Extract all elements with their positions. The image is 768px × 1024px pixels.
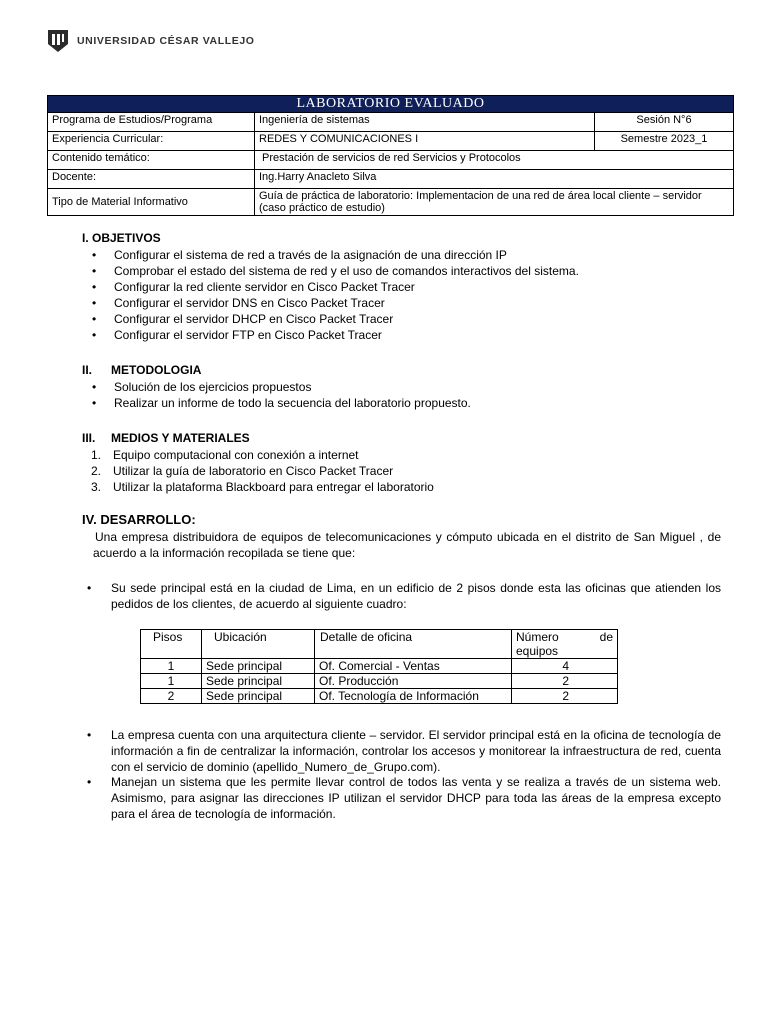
desarrollo-intro: Una empresa distribuidora de equipos de telecomunicaciones y cómputo ubicada en el distrito de San Miguel , de acuerdo a la información recopilada se tiene que: xyxy=(93,530,721,560)
header-value: Ing.Harry Anacleto Silva xyxy=(255,170,734,189)
column-header: Ubicación xyxy=(202,630,315,659)
header-label: Tipo de Material Informativo xyxy=(48,189,255,216)
list-item: • Configurar la red cliente servidor en Cisco Packet Tracer xyxy=(92,280,415,294)
list-item: • Solución de los ejercicios propuestos xyxy=(92,380,312,394)
ucv-shield-icon xyxy=(47,29,69,53)
list-item: • Comprobar el estado del sistema de red y el uso de comandos interactivos del sistema. xyxy=(92,264,579,278)
table-row: 1 Sede principal Of. Comercial - Ventas 4 xyxy=(141,659,618,674)
session-number: Sesión N°6 xyxy=(595,113,734,132)
objetivos-list xyxy=(92,247,579,343)
pisos-table xyxy=(140,629,618,704)
header-table xyxy=(47,95,734,216)
document-title: LABORATORIO EVALUADO xyxy=(48,96,734,113)
header-label: Programa de Estudios/Programa xyxy=(48,113,255,132)
list-item: • Configurar el servidor DNS en Cisco Packet Tracer xyxy=(92,296,385,310)
header-label: Experiencia Curricular: xyxy=(48,132,255,151)
section-title-desarrollo: IV. DESARROLLO: xyxy=(82,512,196,527)
column-header: Número de equipos xyxy=(512,630,618,659)
header-row xyxy=(48,151,734,170)
medios-list xyxy=(91,447,434,495)
column-header: Pisos xyxy=(141,630,202,659)
university-logo xyxy=(47,29,255,53)
university-name: UNIVERSIDAD CÉSAR VALLEJO xyxy=(77,35,255,47)
table-header-row xyxy=(141,630,618,659)
list-item: 2. Utilizar la guía de laboratorio en Cisco Packet Tracer xyxy=(91,464,394,478)
list-item: • Realizar un informe de todo la secuencia del laboratorio propuesto. xyxy=(92,396,471,410)
header-value: REDES Y COMUNICACIONES I xyxy=(255,132,595,151)
bullet-paragraph: • La empresa cuenta con una arquitectura cliente – servidor. El servidor principal está en la oficina de tecnología de información a fin de centralizar la información, controlar los accesos y monitorear la infraestructura de red, cuenta con el servicio de dominio (apellido_Numero_de_Grupo.com). xyxy=(87,728,721,774)
header-row xyxy=(48,132,734,151)
section-title-medios: III. MEDIOS Y MATERIALES xyxy=(82,431,250,445)
header-row xyxy=(48,189,734,216)
table-row: 1 Sede principal Of. Producción 2 xyxy=(141,674,618,689)
header-label: Docente: xyxy=(48,170,255,189)
header-value: Guía de práctica de laboratorio: Implementacion de una red de área local cliente – servidor (caso práctico de estudio) xyxy=(255,189,734,216)
bullet-paragraph: • Manejan un sistema que les permite llevar control de todos las venta y se realiza a través de un sistema web. Asimismo, para asignar las direcciones IP utilizan el servidor DHCP para toda las áreas de la empresa excepto para el área de tecnología de información. xyxy=(87,775,721,821)
header-row xyxy=(48,170,734,189)
section-title-objetivos: I. OBJETIVOS xyxy=(82,231,161,245)
bullet-paragraph: • Su sede principal está en la ciudad de Lima, en un edificio de 2 pisos donde esta las oficinas que atienden los pedidos de los clientes, de acuerdo al siguiente cuadro: xyxy=(87,581,721,611)
header-label: Contenido temático: xyxy=(48,151,255,170)
header-row xyxy=(48,113,734,132)
list-item: 1. Equipo computacional con conexión a internet xyxy=(91,448,359,462)
list-item: • Configurar el sistema de red a través de la asignación de una dirección IP xyxy=(92,248,507,262)
section-title-metodologia: II. METODOLOGIA xyxy=(82,363,202,377)
header-value: Prestación de servicios de red Servicios y Protocolos xyxy=(255,151,734,170)
header-value: Ingeniería de sistemas xyxy=(255,113,595,132)
column-header: Detalle de oficina xyxy=(315,630,512,659)
semester: Semestre 2023_1 xyxy=(595,132,734,151)
list-item: • Configurar el servidor FTP en Cisco Packet Tracer xyxy=(92,328,382,342)
list-item: 3. Utilizar la plataforma Blackboard para entregar el laboratorio xyxy=(91,480,434,494)
metodologia-list xyxy=(92,379,471,411)
header-title-row xyxy=(48,96,734,113)
table-row: 2 Sede principal Of. Tecnología de Información 2 xyxy=(141,689,618,704)
list-item: • Configurar el servidor DHCP en Cisco Packet Tracer xyxy=(92,312,394,326)
